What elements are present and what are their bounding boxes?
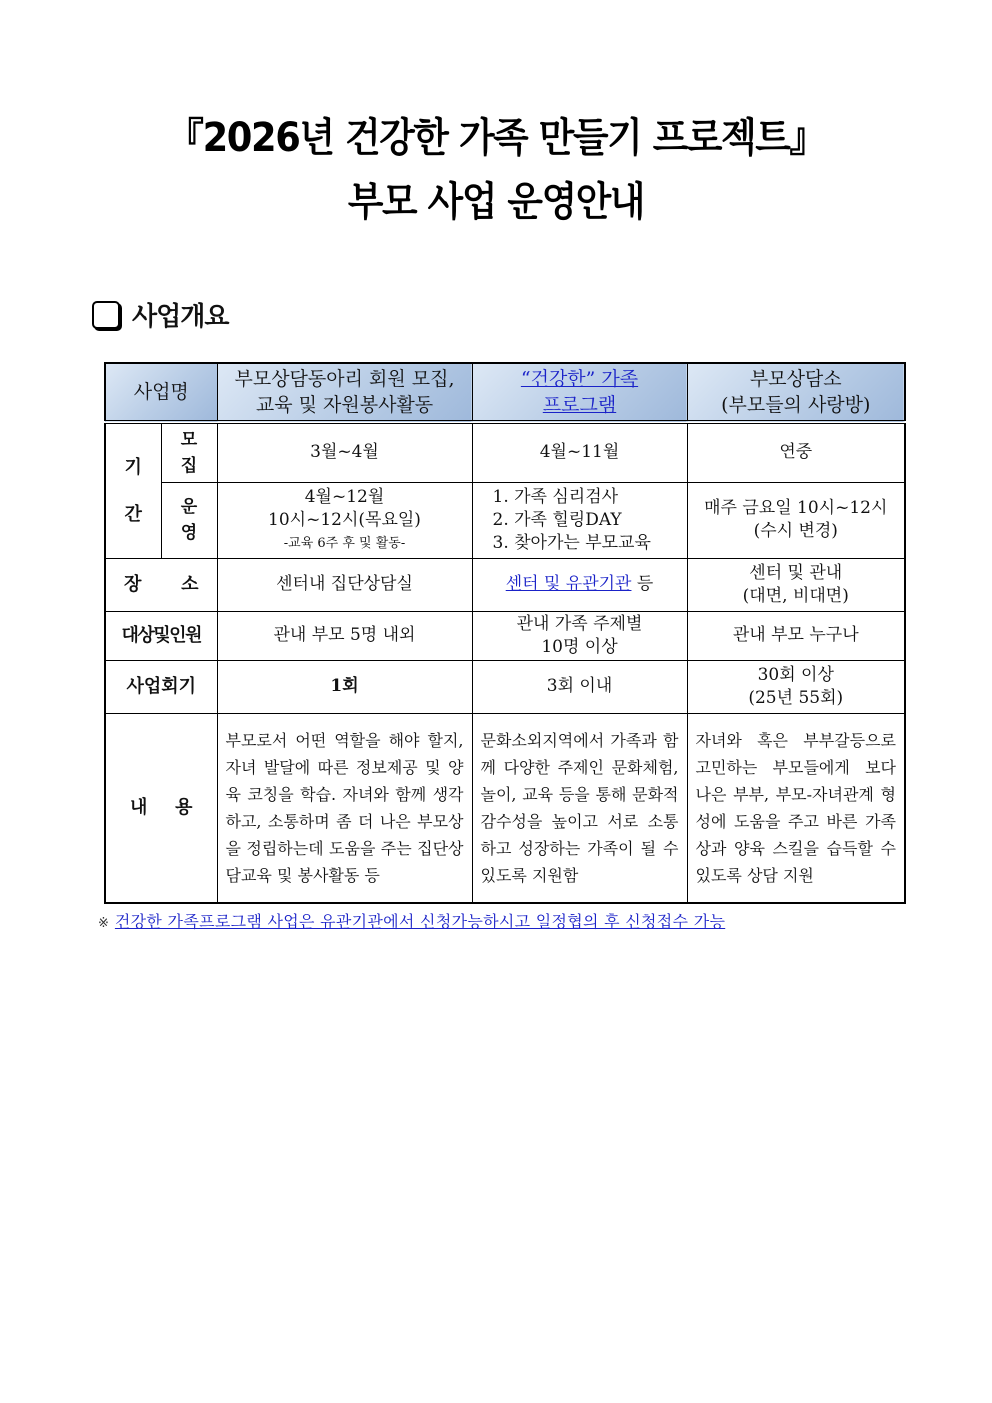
recruit-col1: 3월~4월 bbox=[217, 422, 472, 482]
table-row-recruit bbox=[105, 422, 905, 482]
place-label-1: 장 bbox=[124, 574, 142, 595]
place-label-cell bbox=[105, 558, 217, 611]
content-col3: 자녀와 혹은 부부갈등으로 고민하는 부모들에게 보다 나은 부부, 부모-자녀관계 형성에 도움을 주고 바른 가족상과 양육 스킬을 습득할 수 있도록 상담 지원 bbox=[687, 713, 905, 903]
recruit-label-2: 집 bbox=[180, 455, 198, 476]
place-col3 bbox=[687, 558, 905, 611]
period-label-bottom: 간 bbox=[124, 503, 142, 525]
place-label-2: 소 bbox=[181, 574, 199, 595]
operate-col3 bbox=[687, 482, 905, 558]
sessions-col3-line1: 30회 이상 bbox=[757, 664, 834, 685]
header-col1 bbox=[217, 363, 472, 422]
sessions-col2: 3회 이내 bbox=[472, 660, 687, 713]
target-col2-line1: 관내 가족 주제별 bbox=[516, 613, 643, 634]
recruit-col2: 4월~11월 bbox=[472, 422, 687, 482]
table-header-row bbox=[105, 363, 905, 422]
section-label: 사업개요 bbox=[132, 302, 229, 332]
table-row-place bbox=[105, 558, 905, 611]
sessions-col3-line2: (25년 55회) bbox=[748, 687, 844, 708]
sessions-col1: 1회 bbox=[217, 660, 472, 713]
business-overview-table bbox=[104, 362, 906, 904]
list-item: 3. 찾아가는 부모교육 bbox=[492, 532, 651, 553]
operate-col1 bbox=[217, 482, 472, 558]
place-col2-suffix: 등 bbox=[631, 574, 654, 594]
header-col1-line2: 교육 및 자원봉사활동 bbox=[255, 394, 434, 416]
header-col3 bbox=[687, 363, 905, 422]
footnote-link[interactable]: 건강한 가족프로그램 사업은 유관기관에서 신청가능하시고 일정협의 후 신청접수 가능 bbox=[114, 912, 726, 931]
target-col1: 관내 부모 5명 내외 bbox=[217, 611, 472, 660]
recruit-label-1: 모 bbox=[180, 429, 198, 450]
content-col1: 부모로서 어떤 역할을 해야 할지, 자녀 발달에 따른 정보제공 및 양육 코칭을 학습. 자녀와 함께 생각하고, 소통하며 좀 더 나은 부모상을 정립하는데 도움을 주는 집단상담교육 및 봉사활동 등 bbox=[217, 713, 472, 903]
header-label-cell bbox=[105, 363, 217, 422]
table-row-content bbox=[105, 713, 905, 903]
header-col2-link-line1[interactable]: “건강한” 가족 bbox=[520, 368, 639, 390]
document-title-line2: 부모 사업 운영안내 bbox=[347, 179, 645, 225]
operate-label-2: 영 bbox=[180, 523, 198, 543]
operate-label-cell bbox=[161, 482, 217, 558]
sessions-col3 bbox=[687, 660, 905, 713]
place-col2-link[interactable]: 센터 및 유관기관 bbox=[505, 574, 632, 594]
period-label-cell bbox=[105, 422, 161, 558]
footnote bbox=[98, 909, 725, 932]
document-title-line1: 『2026년 건강한 가족 만들기 프로젝트』 bbox=[167, 115, 825, 161]
header-label: 사업명 bbox=[133, 381, 189, 403]
place-col2 bbox=[472, 558, 687, 611]
content-label-1: 내 bbox=[130, 797, 148, 819]
table-row-operate bbox=[105, 482, 905, 558]
header-col2-link-line2[interactable]: 프로그램 bbox=[542, 394, 617, 416]
checkbox-icon bbox=[92, 301, 120, 329]
operate-col1-line1: 4월~12월 bbox=[304, 486, 385, 507]
list-item: 2. 가족 힐링DAY bbox=[492, 509, 622, 530]
header-col3-line2: (부모들의 사랑방) bbox=[721, 394, 871, 416]
table-row-sessions bbox=[105, 660, 905, 713]
target-col3: 관내 부모 누구나 bbox=[687, 611, 905, 660]
operate-col1-line3: -교육 6주 후 및 활동- bbox=[283, 535, 406, 551]
sessions-label-cell: 사업회기 bbox=[105, 660, 217, 713]
recruit-col3: 연중 bbox=[687, 422, 905, 482]
place-col3-line1: 센터 및 관내 bbox=[749, 562, 843, 583]
place-col3-line2: (대면, 비대면) bbox=[742, 585, 849, 606]
list-item: 1. 가족 심리검사 bbox=[492, 486, 619, 507]
content-label-2: 용 bbox=[175, 797, 193, 819]
operate-label-1: 운 bbox=[180, 497, 198, 517]
header-col1-line1: 부모상담동아리 회원 모집, bbox=[234, 368, 455, 390]
content-col2: 문화소외지역에서 가족과 함께 다양한 주제인 문화체험, 놀이, 교육 등을 통해 문화적 감수성을 높이고 서로 소통하고 성장하는 가족이 될 수 있도록 지원함 bbox=[472, 713, 687, 903]
operate-col2 bbox=[472, 482, 687, 558]
operate-col1-line2: 10시~12시(목요일) bbox=[268, 509, 421, 530]
recruit-label-cell bbox=[161, 422, 217, 482]
section-heading bbox=[92, 296, 228, 333]
header-col3-line1: 부모상담소 bbox=[749, 368, 842, 390]
place-col1: 센터내 집단상담실 bbox=[217, 558, 472, 611]
reference-mark-icon: ※ bbox=[98, 916, 109, 931]
target-col2-line2: 10명 이상 bbox=[541, 636, 618, 657]
header-col2[interactable] bbox=[472, 363, 687, 422]
target-label-cell: 대상및인원 bbox=[105, 611, 217, 660]
period-label-top: 기 bbox=[124, 456, 142, 478]
target-col2 bbox=[472, 611, 687, 660]
content-label-cell bbox=[105, 713, 217, 903]
operate-col3-line2: (수시 변경) bbox=[753, 521, 838, 541]
table-row-target bbox=[105, 611, 905, 660]
operate-col3-line1: 매주 금요일 10시~12시 bbox=[704, 498, 888, 518]
